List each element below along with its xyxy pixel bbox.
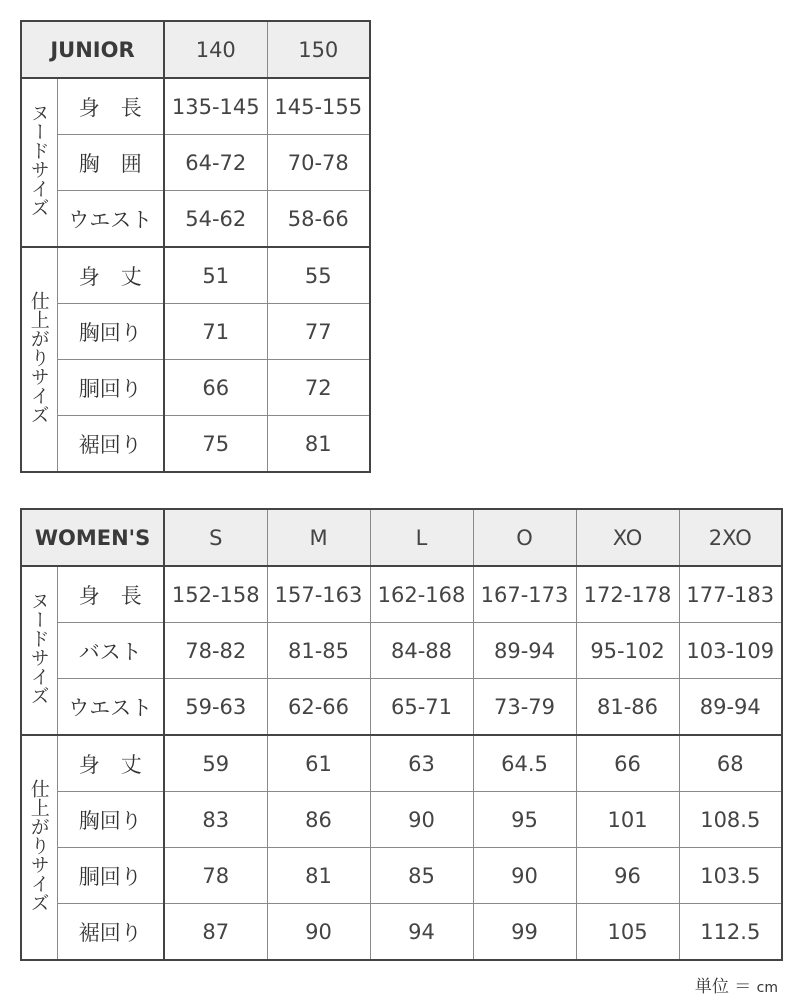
measurement-cell: 59: [164, 735, 267, 792]
measurement-cell: 89-94: [473, 623, 576, 679]
measurement-cell: 66: [576, 735, 679, 792]
header-row: [21, 21, 370, 78]
group-label: 仕上がりサイズ: [27, 778, 50, 912]
measurement-cell: 81-85: [267, 623, 370, 679]
unit-value: cm: [756, 980, 778, 996]
measurement-cell: 145-155: [267, 78, 370, 135]
measurement-cell: 162-168: [370, 566, 473, 623]
size-header: O: [473, 509, 576, 566]
measurement-cell: 108.5: [679, 792, 782, 848]
measurement-cell: 64-72: [164, 135, 267, 191]
group-label-cell: [21, 78, 57, 247]
table-row: [21, 623, 782, 679]
measurement-cell: 58-66: [267, 191, 370, 248]
unit-note: [695, 972, 778, 997]
row-label: 胸 囲: [57, 135, 164, 191]
measurement-cell: 59-63: [164, 679, 267, 736]
measurement-cell: 103.5: [679, 848, 782, 904]
measurement-cell: 66: [164, 360, 267, 416]
table-row: [21, 78, 370, 135]
table-row: [21, 792, 782, 848]
measurement-cell: 172-178: [576, 566, 679, 623]
measurement-cell: 70-78: [267, 135, 370, 191]
row-label: 身 丈: [57, 735, 164, 792]
measurement-cell: 51: [164, 247, 267, 304]
measurement-cell: 87: [164, 904, 267, 961]
measurement-cell: 95: [473, 792, 576, 848]
table-row: [21, 566, 782, 623]
measurement-cell: 65-71: [370, 679, 473, 736]
measurement-cell: 71: [164, 304, 267, 360]
measurement-cell: 177-183: [679, 566, 782, 623]
measurement-cell: 90: [267, 904, 370, 961]
measurement-cell: 78: [164, 848, 267, 904]
womens-size-table: [20, 508, 783, 961]
measurement-cell: 81-86: [576, 679, 679, 736]
measurement-cell: 86: [267, 792, 370, 848]
row-label: 胸回り: [57, 304, 164, 360]
measurement-cell: 83: [164, 792, 267, 848]
group-label: ヌードサイズ: [27, 103, 50, 217]
measurement-cell: 89-94: [679, 679, 782, 736]
measurement-cell: 90: [370, 792, 473, 848]
row-label: ウエスト: [57, 191, 164, 248]
measurement-cell: 81: [267, 848, 370, 904]
group-label-cell: [21, 247, 57, 472]
row-label: 裾回り: [57, 904, 164, 961]
size-header: L: [370, 509, 473, 566]
table-row: [21, 735, 782, 792]
measurement-cell: 61: [267, 735, 370, 792]
group-label-cell: [21, 735, 57, 960]
measurement-cell: 55: [267, 247, 370, 304]
table-row: [21, 904, 782, 961]
measurement-cell: 105: [576, 904, 679, 961]
row-label: 身 丈: [57, 247, 164, 304]
size-header: 140: [164, 21, 267, 78]
measurement-cell: 135-145: [164, 78, 267, 135]
measurement-cell: 90: [473, 848, 576, 904]
measurement-cell: 62-66: [267, 679, 370, 736]
measurement-cell: 68: [679, 735, 782, 792]
table-row: [21, 360, 370, 416]
size-header: 2XO: [679, 509, 782, 566]
womens-table-body: [21, 509, 782, 960]
measurement-cell: 152-158: [164, 566, 267, 623]
group-label: 仕上がりサイズ: [27, 290, 50, 424]
row-label: ウエスト: [57, 679, 164, 736]
measurement-cell: 85: [370, 848, 473, 904]
table-title: JUNIOR: [21, 21, 164, 78]
group-label: ヌードサイズ: [27, 591, 50, 705]
measurement-cell: 72: [267, 360, 370, 416]
table-row: [21, 247, 370, 304]
measurement-cell: 94: [370, 904, 473, 961]
measurement-cell: 112.5: [679, 904, 782, 961]
measurement-cell: 78-82: [164, 623, 267, 679]
measurement-cell: 77: [267, 304, 370, 360]
row-label: 胸回り: [57, 792, 164, 848]
size-header: 150: [267, 21, 370, 78]
measurement-cell: 99: [473, 904, 576, 961]
measurement-cell: 75: [164, 416, 267, 473]
measurement-cell: 54-62: [164, 191, 267, 248]
measurement-cell: 101: [576, 792, 679, 848]
size-header: XO: [576, 509, 679, 566]
header-row: [21, 509, 782, 566]
measurement-cell: 63: [370, 735, 473, 792]
row-label: 胴回り: [57, 360, 164, 416]
table-row: [21, 848, 782, 904]
measurement-cell: 73-79: [473, 679, 576, 736]
measurement-cell: 167-173: [473, 566, 576, 623]
group-label-cell: [21, 566, 57, 735]
measurement-cell: 96: [576, 848, 679, 904]
table-title: WOMEN'S: [21, 509, 164, 566]
table-row: [21, 416, 370, 473]
size-header: M: [267, 509, 370, 566]
measurement-cell: 157-163: [267, 566, 370, 623]
row-label: 身 長: [57, 566, 164, 623]
unit-label: 単位 ＝: [694, 977, 752, 997]
size-header: S: [164, 509, 267, 566]
measurement-cell: 81: [267, 416, 370, 473]
measurement-cell: 103-109: [679, 623, 782, 679]
table-row: [21, 191, 370, 248]
row-label: 胴回り: [57, 848, 164, 904]
table-row: [21, 679, 782, 736]
junior-table-body: [21, 21, 370, 472]
measurement-cell: 95-102: [576, 623, 679, 679]
row-label: 裾回り: [57, 416, 164, 473]
measurement-cell: 84-88: [370, 623, 473, 679]
table-row: [21, 135, 370, 191]
measurement-cell: 64.5: [473, 735, 576, 792]
junior-size-table: [20, 20, 371, 473]
row-label: バスト: [57, 623, 164, 679]
row-label: 身 長: [57, 78, 164, 135]
table-row: [21, 304, 370, 360]
